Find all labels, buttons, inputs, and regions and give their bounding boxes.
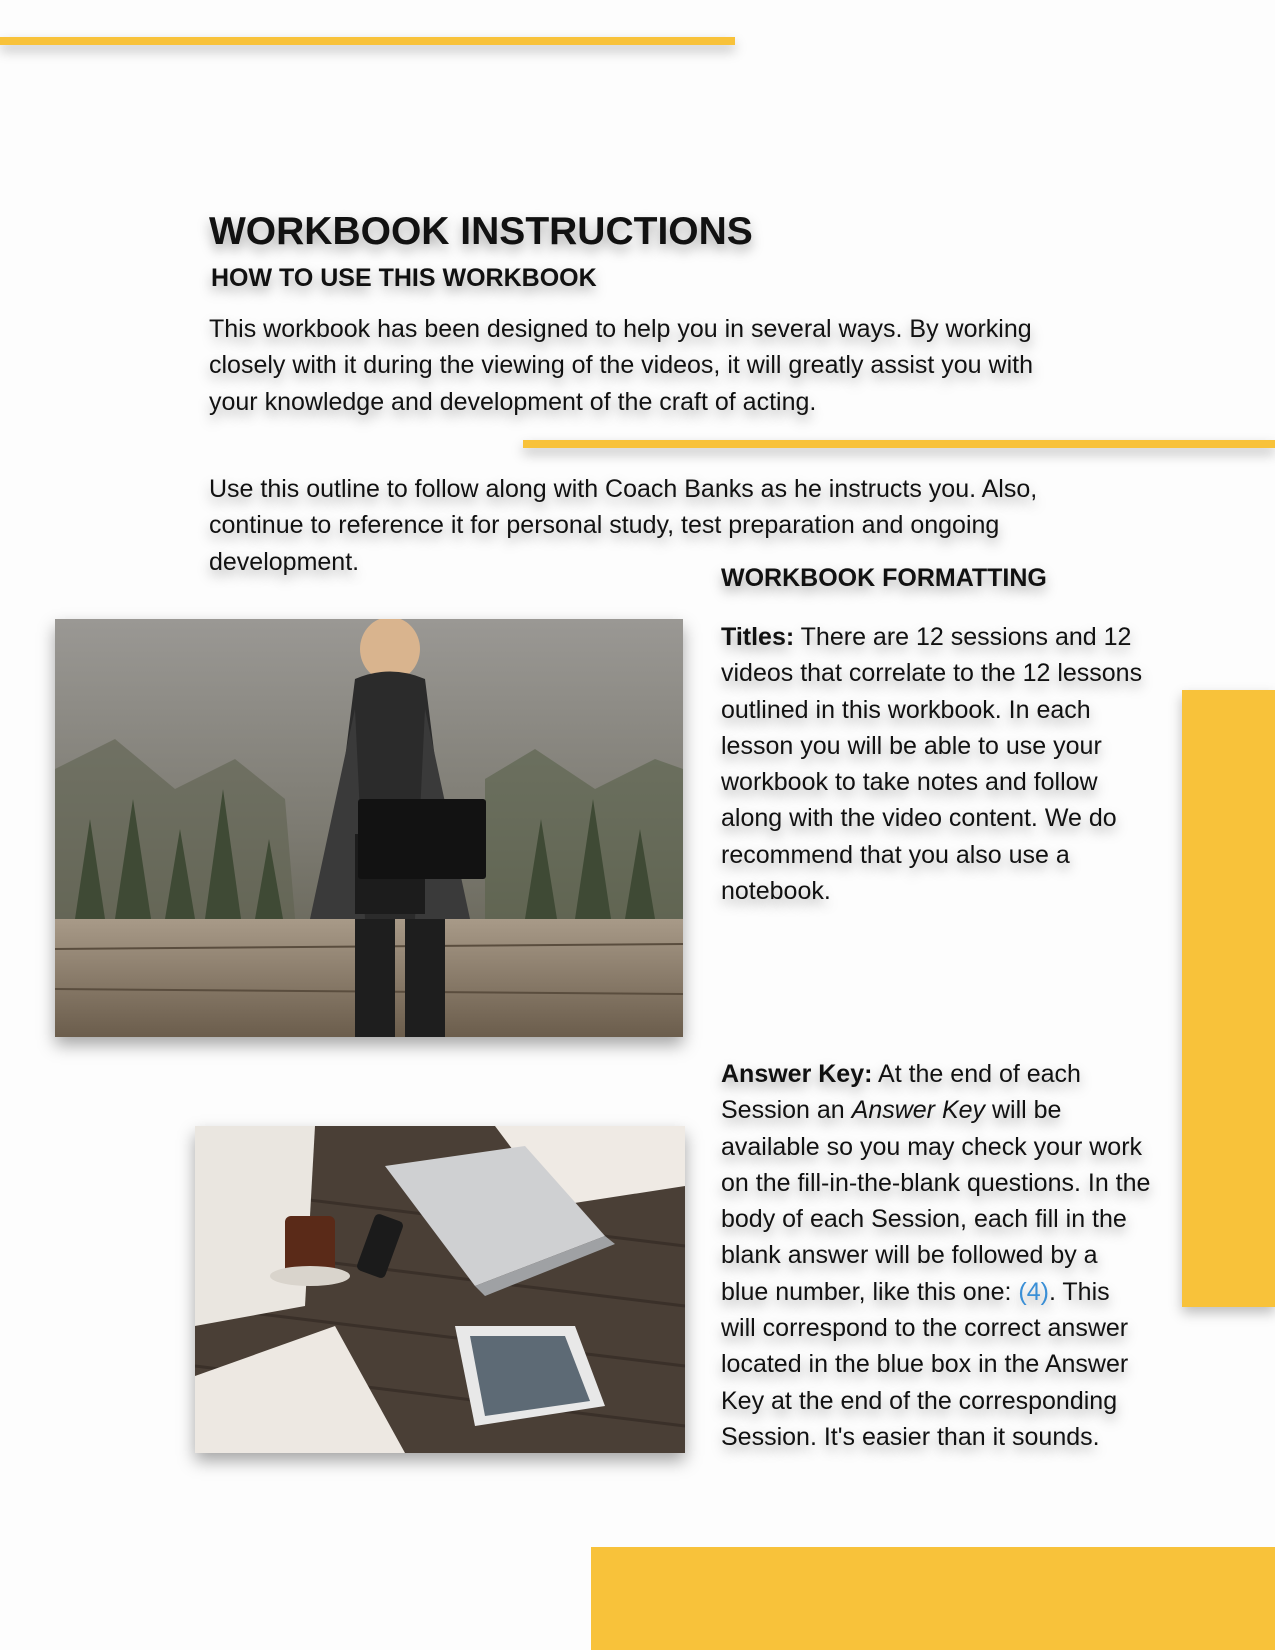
top-accent-bar: [0, 37, 735, 45]
answer-key-text-2: will be available so you may check your work on the fill-in-the-blank questions. In the body of each Session, each fill in the blank answer will be followed by a blue number, like this one:: [721, 1096, 1151, 1306]
woman-with-laptop-photo: [55, 619, 683, 1037]
middle-accent-bar: [523, 440, 1275, 448]
answer-key-italic: Answer Key: [851, 1096, 986, 1125]
page-title: WORKBOOK INSTRUCTIONS: [209, 210, 753, 253]
titles-text: There are 12 sessions and 12 videos that correlate to the 12 lessons outlined in this workbook. In each lesson you will be able to use your workbook to take notes and follow along with the video content. We do recommend that you also use a notebook.: [721, 623, 1143, 906]
titles-label: Titles:: [721, 623, 795, 651]
answer-key-text-3: . This will correspond to the correct answer located in the blue box in the Answer Key at the end of the corresponding Session. It's easier than it sounds.: [721, 1277, 1129, 1451]
answer-key-paragraph: [721, 1056, 1151, 1455]
bottom-accent-block: [591, 1547, 1275, 1650]
titles-paragraph: [721, 619, 1151, 909]
page-subtitle: HOW TO USE THIS WORKBOOK: [211, 264, 597, 292]
formatting-heading: WORKBOOK FORMATTING: [721, 564, 1047, 592]
intro-paragraph-1: This workbook has been designed to help you in several ways. By working closely with it during the viewing of the videos, it will greatly assist you with your knowledge and development of the craft of acting.: [209, 315, 1033, 416]
right-accent-block: [1182, 690, 1275, 1307]
blue-number-example: (4): [1018, 1277, 1049, 1306]
cafe-table-laptop-photo: [195, 1126, 685, 1453]
answer-key-label: Answer Key:: [721, 1060, 873, 1088]
answer-key-text-1: At the end of each Session an: [721, 1060, 1081, 1125]
intro-paragraph-2: Use this outline to follow along with Coach Banks as he instructs you. Also, continue to reference it for personal study, test preparation and ongoing development.: [209, 475, 1038, 576]
